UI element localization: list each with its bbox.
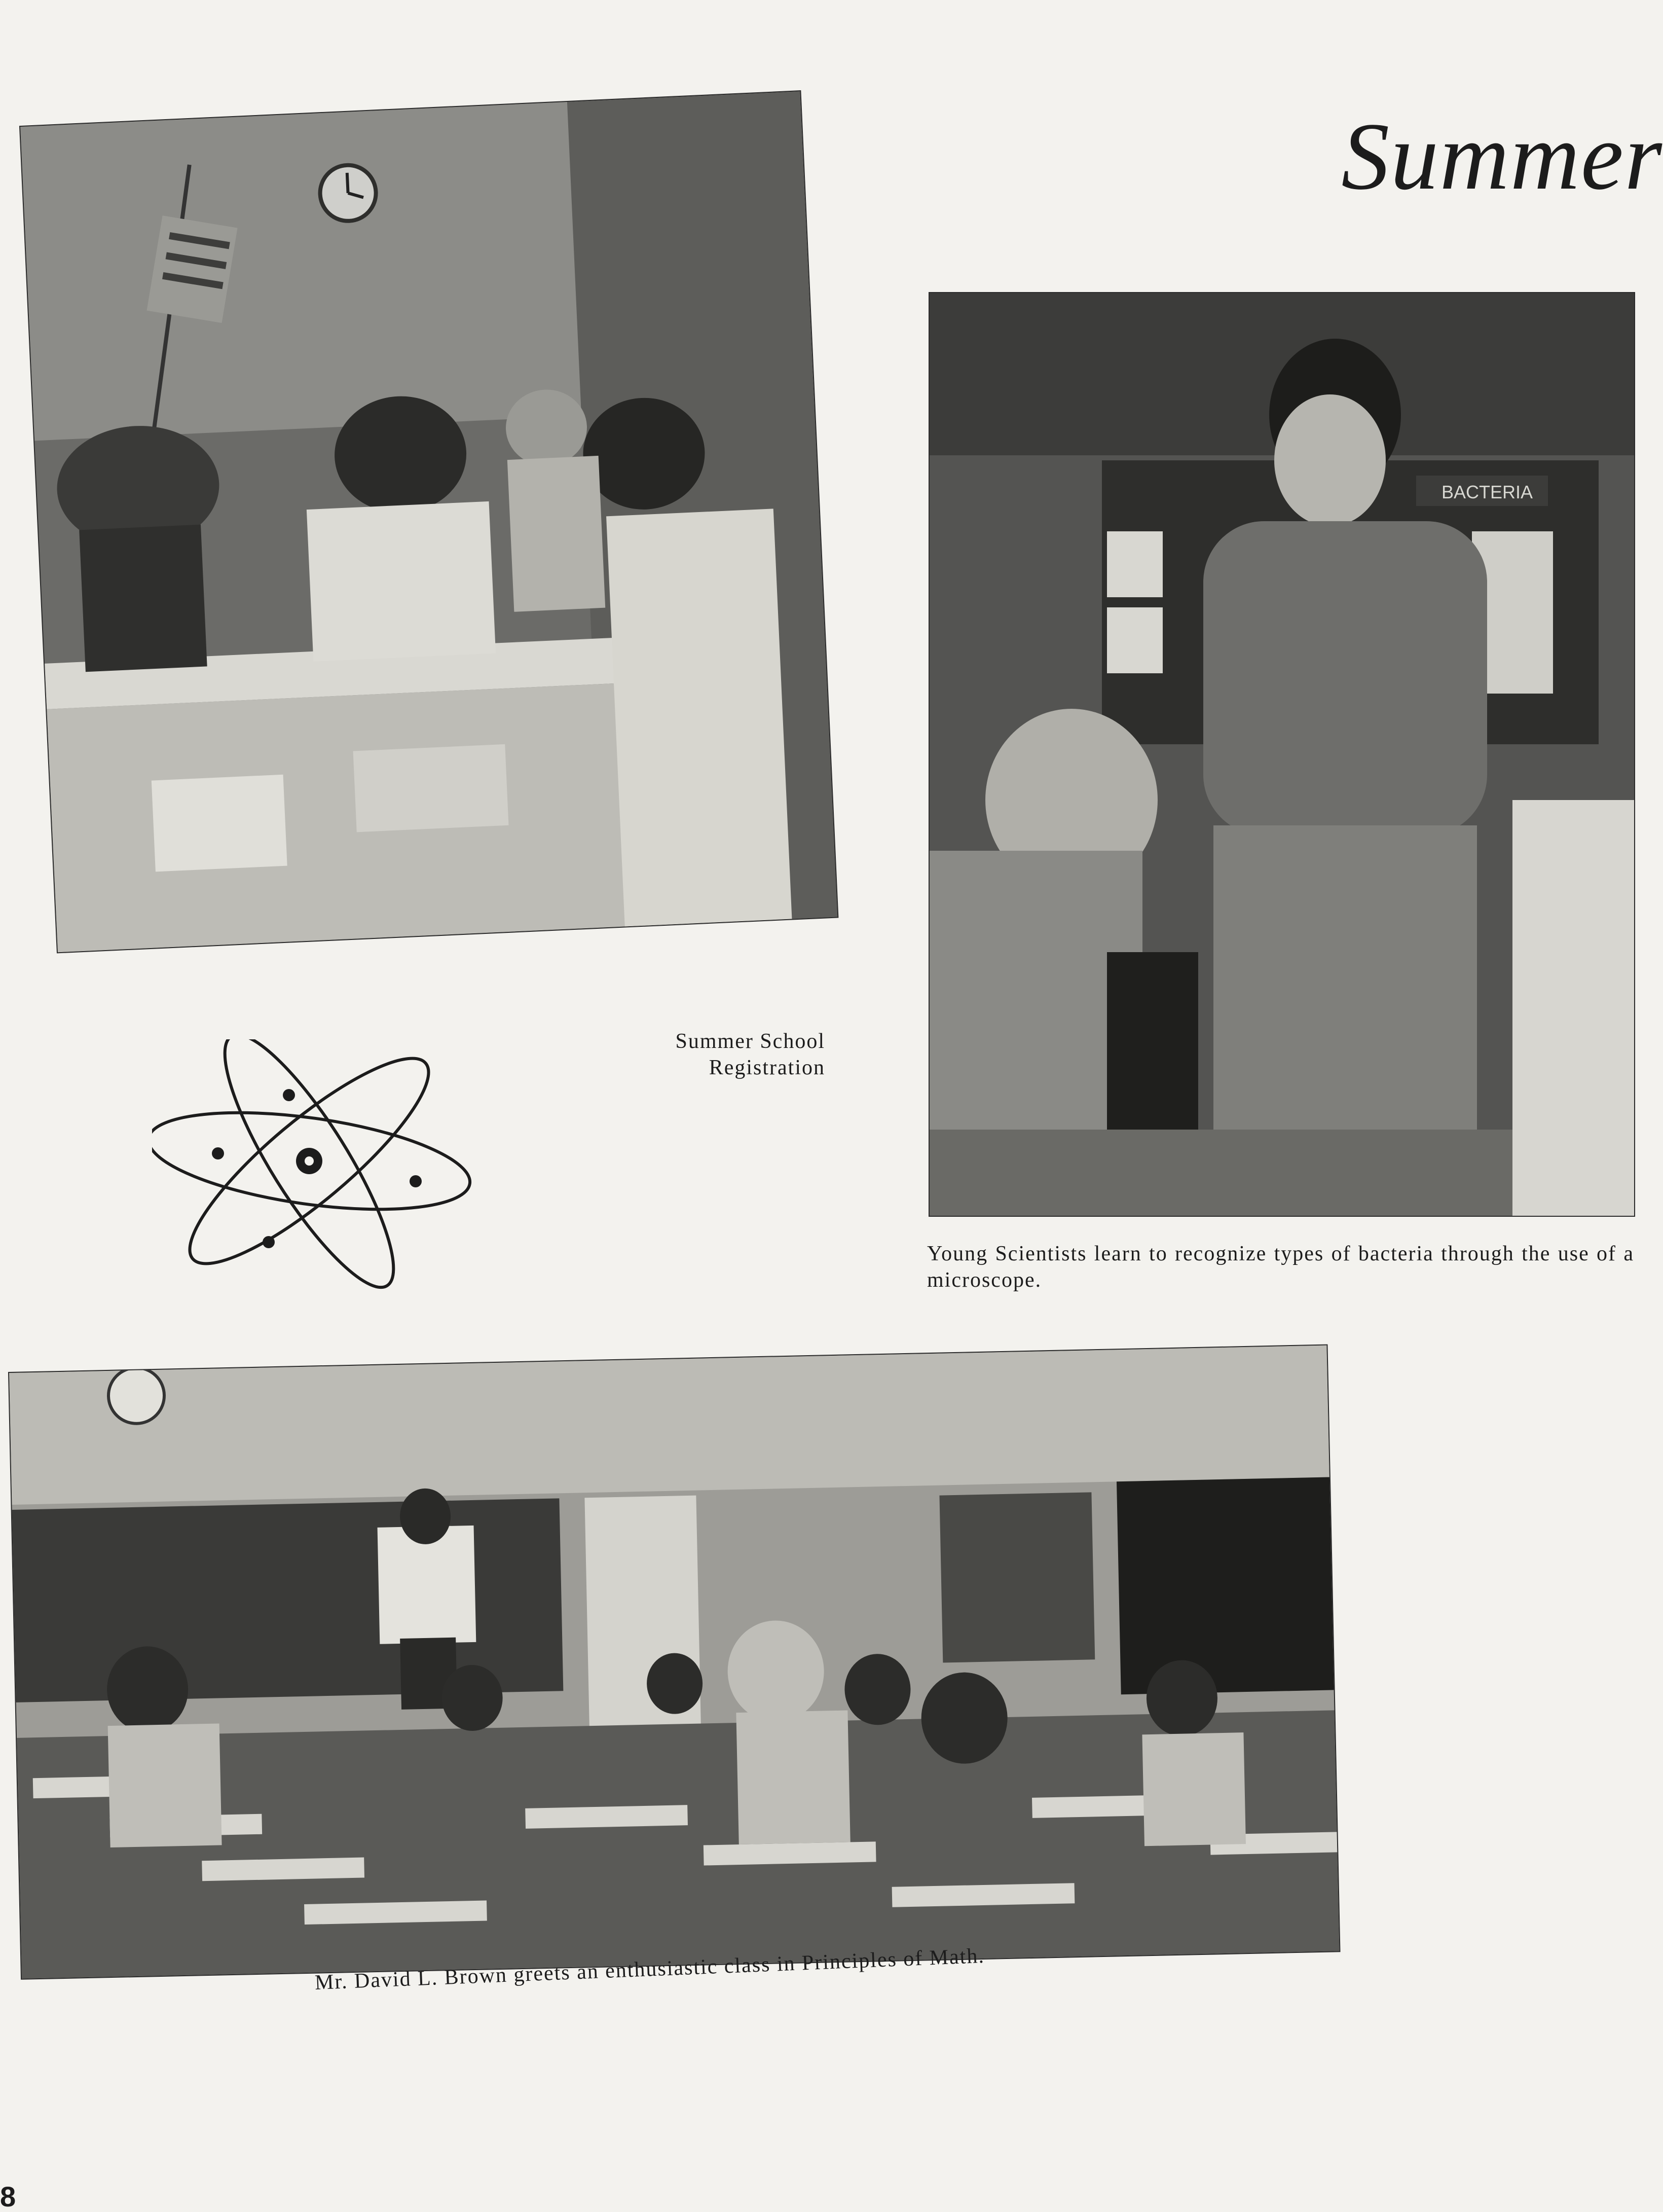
page-title: Summer [1341, 103, 1663, 210]
page-number: 8 [0, 2181, 16, 2212]
math-class-caption: Mr. David L. Brown greets an enthusiastic class in Principles of Math. [314, 1944, 985, 1995]
registration-caption [582, 1028, 825, 1081]
math-class-photo [9, 1346, 1339, 1979]
registration-caption-line2: Registration [709, 1056, 825, 1079]
registration-photo [20, 91, 837, 952]
atom-icon [152, 1039, 487, 1293]
scientists-caption: Young Scientists learn to recognize types of bacteria through the use of a microscope. [927, 1242, 1634, 1292]
scientists-photo [930, 293, 1634, 1216]
bacteria-sign-text: BACTERIA [1442, 482, 1533, 502]
registration-caption-line1: Summer School [675, 1030, 825, 1053]
